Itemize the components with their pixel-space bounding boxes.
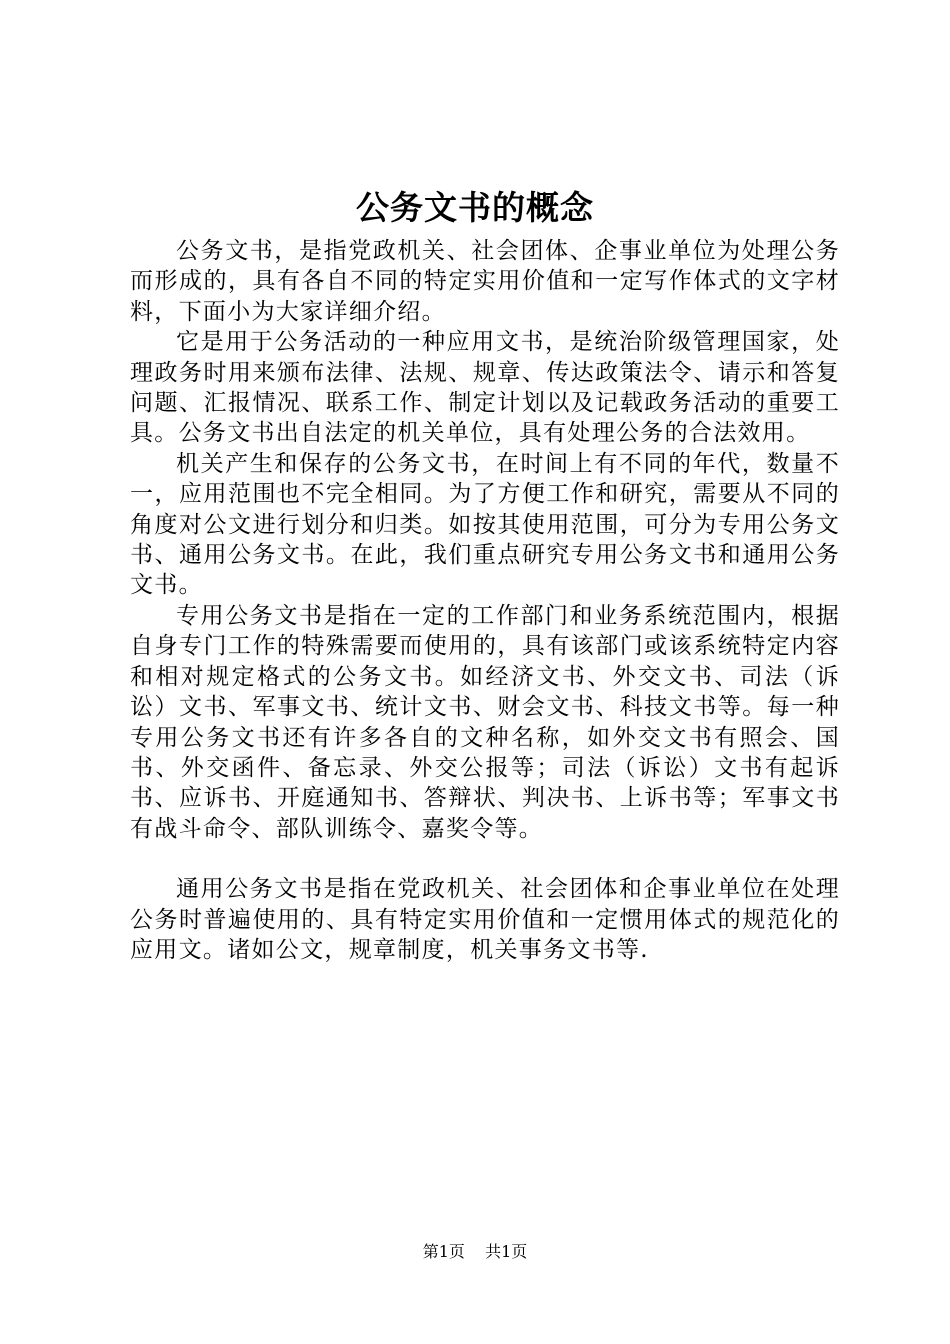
paragraph-3: 机关产生和保存的公务文书，在时间上有不同的年代，数量不一，应用范围也不完全相同。为了方便工作和研究，需要从不同的角度对公文进行划分和归类。如按其使用范围，可分为专用公务文书、通用公务文书。在此，我们重点研究专用公务文书和通用公务文书。 — [130, 450, 840, 599]
document-body — [130, 236, 840, 965]
page-total: 共1页 — [485, 1242, 528, 1261]
paragraph-2: 它是用于公务活动的一种应用文书，是统治阶级管理国家，处理政务时用来颁布法律、法规、规章、传达政策法令、请示和答复问题、汇报情况、联系工作、制定计划以及记载政务活动的重要工具。公务文书出自法定的机关单位，具有处理公务的合法效用。 — [130, 329, 840, 447]
page-footer — [0, 1242, 950, 1262]
paragraph-1: 公务文书，是指党政机关、社会团体、企事业单位为处理公务而形成的，具有各自不同的特定实用价值和一定写作体式的文字材料，下面小为大家详细介绍。 — [130, 238, 840, 325]
page-number: 第1页 — [422, 1242, 465, 1261]
paragraph-4: 专用公务文书是指在一定的工作部门和业务系统范围内，根据自身专门工作的特殊需要而使用的，具有该部门或该系统特定内容和相对规定格式的公务文书。如经济文书、外交文书、司法（诉讼）文书、军事文书、统计文书、财会文书、科技文书等。每一种专用公务文书还有许多各自的文种名称，如外交文书有照会、国书、外交函件、备忘录、外交公报等；司法（诉讼）文书有起诉书、应诉书、开庭通知书、答辩状、判决书、上诉书等；军事文书有战斗命令、部队训练令、嘉奖令等。 — [130, 602, 840, 842]
document-title: 公务文书的概念 — [356, 188, 594, 227]
paragraph-spacer — [130, 844, 840, 874]
paragraph-5: 通用公务文书是指在党政机关、社会团体和企事业单位在处理公务时普遍使用的、具有特定实用价值和一定惯用体式的规范化的应用文。诸如公文，规章制度，机关事务文书等. — [130, 876, 840, 963]
